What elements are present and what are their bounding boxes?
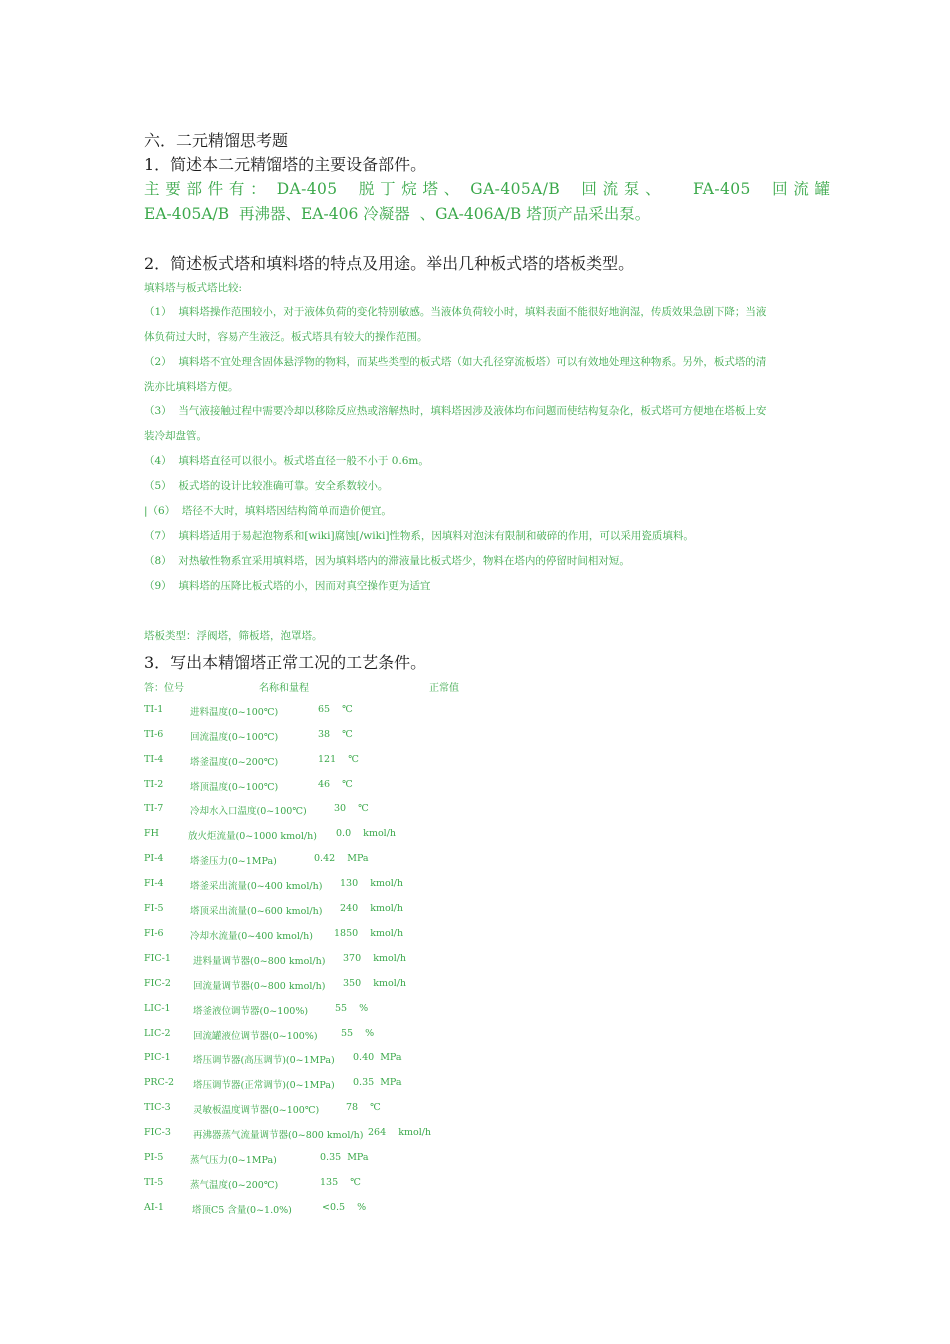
row-tag: TI-7 bbox=[144, 803, 164, 814]
row-desc: 塔釜采出流量(0~400 kmol/h) bbox=[190, 881, 323, 892]
row-tag: PIC-1 bbox=[144, 1052, 171, 1063]
row-tag: FIC-2 bbox=[144, 978, 171, 989]
row-desc: 塔釜液位调节器(0~100%) bbox=[193, 1006, 309, 1017]
row-tag: TI-5 bbox=[144, 1177, 164, 1188]
compare-line: （4） 填料塔直径可以很小。板式塔直径一般不小于 0.6m。 bbox=[144, 455, 429, 467]
compare-line: （8） 对热敏性物系宜采用填料塔，因为填料塔内的滞液量比板式塔少，物料在塔内的停留时间相对短。 bbox=[144, 555, 630, 567]
row-tag: TI-2 bbox=[144, 779, 164, 790]
row-value: 0.42 MPa bbox=[314, 853, 369, 864]
answer-1-line-2: EA-405A/B 再沸器、EA-406 冷凝器 、GA-406A/B 塔顶产品采出泵。 bbox=[144, 205, 651, 223]
row-value: 65 ℃ bbox=[318, 704, 353, 715]
row-value: 370 kmol/h bbox=[343, 953, 407, 964]
tray-types: 塔板类型：浮阀塔，筛板塔，泡罩塔。 bbox=[144, 630, 323, 642]
row-value: <0.5 % bbox=[322, 1202, 367, 1213]
row-value: 0.40 MPa bbox=[353, 1052, 402, 1063]
row-value: 130 kmol/h bbox=[340, 878, 404, 889]
row-tag: PI-5 bbox=[144, 1152, 164, 1163]
compare-line: （2） 填料塔不宜处理含固体悬浮物的物料，而某些类型的板式塔（如大孔径穿流板塔）可以有效地处理这种物系。另外，板式塔的清 bbox=[144, 356, 767, 368]
row-desc: 回流罐液位调节器(0~100%) bbox=[193, 1031, 318, 1042]
table-row bbox=[144, 1102, 564, 1116]
row-tag: TI-6 bbox=[144, 729, 164, 740]
table-row bbox=[144, 1177, 564, 1191]
table-row bbox=[144, 1127, 564, 1141]
row-tag: TIC-3 bbox=[144, 1102, 171, 1113]
table-row bbox=[144, 729, 564, 743]
row-value: 55 % bbox=[341, 1028, 375, 1039]
row-desc: 回流温度(0~100℃) bbox=[190, 732, 279, 743]
row-value: 264 kmol/h bbox=[368, 1127, 432, 1138]
row-tag: FI-5 bbox=[144, 903, 164, 914]
table-row bbox=[144, 1003, 564, 1017]
row-desc: 冷却水入口温度(0~100℃) bbox=[190, 806, 307, 817]
table-row bbox=[144, 853, 564, 867]
header-value: 正常值 bbox=[429, 683, 459, 694]
row-value: 78 ℃ bbox=[346, 1102, 381, 1113]
row-tag: PI-4 bbox=[144, 853, 164, 864]
compare-line: （7） 填料塔适用于易起泡物系和[wiki]腐蚀[/wiki]性物系，因填料对泡沫有限制和破碎的作用，可以采用瓷质填料。 bbox=[144, 530, 694, 542]
section-title: 六．二元精馏思考题 bbox=[144, 131, 289, 150]
table-row bbox=[144, 828, 564, 842]
table-row bbox=[144, 978, 564, 992]
compare-line: 体负荷过大时，容易产生液泛。板式塔具有较大的操作范围。 bbox=[144, 331, 428, 343]
row-desc: 放火炬流量(0~1000 kmol/h) bbox=[188, 831, 317, 842]
row-tag: TI-4 bbox=[144, 754, 164, 765]
row-tag: FIC-1 bbox=[144, 953, 171, 964]
row-desc: 蒸气压力(0~1MPa) bbox=[190, 1155, 277, 1166]
row-tag: FI-6 bbox=[144, 928, 164, 939]
row-value: 46 ℃ bbox=[318, 779, 353, 790]
table-row bbox=[144, 903, 564, 917]
row-desc: 塔压调节器(正常调节)(0~1MPa) bbox=[193, 1080, 335, 1091]
table-row bbox=[144, 1028, 564, 1042]
row-value: 0.35 MPa bbox=[320, 1152, 369, 1163]
table-row bbox=[144, 878, 564, 892]
row-desc: 塔釜压力(0~1MPa) bbox=[190, 856, 277, 867]
question-3: 3．写出本精馏塔正常工况的工艺条件。 bbox=[144, 653, 427, 672]
row-tag: FIC-3 bbox=[144, 1127, 171, 1138]
row-desc: 冷却水流量(0~400 kmol/h) bbox=[190, 931, 313, 942]
row-value: 0.0 kmol/h bbox=[336, 828, 397, 839]
compare-line: （3） 当气液接触过程中需要冷却以移除反应热或溶解热时，填料塔因涉及液体均布问题而使结构复杂化，板式塔可方便地在塔板上安 bbox=[144, 405, 767, 417]
question-1: 1．简述本二元精馏塔的主要设备部件。 bbox=[144, 155, 427, 174]
compare-line: （9） 填料塔的压降比板式塔的小，因而对真空操作更为适宜 bbox=[144, 580, 431, 592]
table-row bbox=[144, 754, 564, 768]
row-tag: PRC-2 bbox=[144, 1077, 175, 1088]
table-row bbox=[144, 953, 564, 967]
row-value: 30 ℃ bbox=[334, 803, 369, 814]
table-row bbox=[144, 704, 564, 718]
row-value: 38 ℃ bbox=[318, 729, 353, 740]
compare-line: （5） 板式塔的设计比较准确可靠。安全系数较小。 bbox=[144, 480, 389, 492]
row-value: 0.35 MPa bbox=[353, 1077, 402, 1088]
row-tag: LIC-2 bbox=[144, 1028, 171, 1039]
table-row bbox=[144, 1077, 564, 1091]
compare-line: 洗亦比填料塔方便。 bbox=[144, 381, 239, 393]
compare-line: |（6） 塔径不大时，填料塔因结构简单而造价便宜。 bbox=[144, 505, 392, 517]
row-tag: LIC-1 bbox=[144, 1003, 171, 1014]
row-value: 350 kmol/h bbox=[343, 978, 407, 989]
compare-line: （1） 填料塔操作范围较小，对于液体负荷的变化特别敏感。当液体负荷较小时，填料表面不能很好地润湿，传质效果急剧下降；当液 bbox=[144, 306, 767, 318]
row-tag: FH bbox=[144, 828, 159, 839]
row-desc: 塔顶C5 含量(0~1.0%) bbox=[192, 1205, 292, 1216]
row-desc: 再沸器蒸气流量调节器(0~800 kmol/h) bbox=[193, 1130, 364, 1141]
answer-1-line-1: 主 要 部 件 有 ： DA-405 脱 丁 烷 塔 、 GA-405A/B 回 流 泵 、 FA-405 回 流 罐 bbox=[144, 180, 831, 198]
row-desc: 塔顶温度(0~100℃) bbox=[190, 782, 279, 793]
row-value: 240 kmol/h bbox=[340, 903, 404, 914]
row-desc: 塔顶采出流量(0~600 kmol/h) bbox=[190, 906, 323, 917]
row-tag: TI-1 bbox=[144, 704, 164, 715]
row-tag: FI-4 bbox=[144, 878, 164, 889]
table-row bbox=[144, 803, 564, 817]
row-value: 135 ℃ bbox=[320, 1177, 361, 1188]
conditions-header bbox=[144, 679, 564, 693]
table-row bbox=[144, 928, 564, 942]
table-row bbox=[144, 1202, 564, 1216]
row-value: 121 ℃ bbox=[318, 754, 359, 765]
row-desc: 塔压调节器(高压调节)(0~1MPa) bbox=[193, 1055, 335, 1066]
header-desc: 名称和量程 bbox=[259, 683, 309, 694]
row-desc: 灵敏板温度调节器(0~100℃) bbox=[193, 1105, 320, 1116]
row-desc: 塔釜温度(0~200℃) bbox=[190, 757, 279, 768]
row-desc: 进料温度(0~100℃) bbox=[190, 707, 279, 718]
row-desc: 进料量调节器(0~800 kmol/h) bbox=[193, 956, 326, 967]
row-desc: 蒸气温度(0~200℃) bbox=[190, 1180, 279, 1191]
compare-line: 装冷却盘管。 bbox=[144, 430, 207, 442]
row-value: 1850 kmol/h bbox=[334, 928, 404, 939]
question-2: 2．简述板式塔和填料塔的特点及用途。举出几种板式塔的塔板类型。 bbox=[144, 254, 635, 273]
row-desc: 回流量调节器(0~800 kmol/h) bbox=[193, 981, 326, 992]
table-row bbox=[144, 1052, 564, 1066]
row-tag: AI-1 bbox=[144, 1202, 164, 1213]
table-row bbox=[144, 1152, 564, 1166]
row-value: 55 % bbox=[335, 1003, 369, 1014]
table-row bbox=[144, 779, 564, 793]
compare-title: 填料塔与板式塔比较: bbox=[144, 282, 243, 294]
header-tag: 答：位号 bbox=[144, 683, 184, 694]
